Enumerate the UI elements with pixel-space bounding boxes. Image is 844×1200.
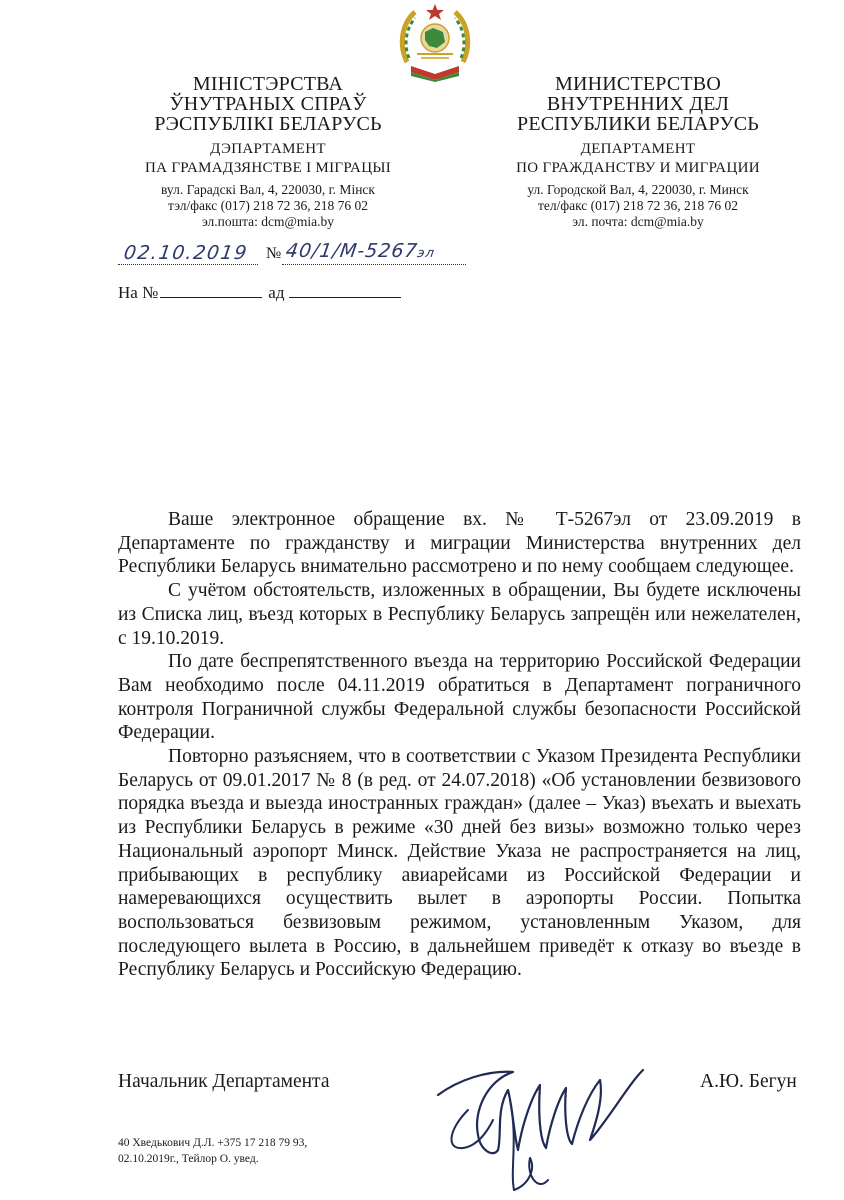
handwritten-signature-icon <box>418 1040 668 1200</box>
number-label: № <box>266 245 282 262</box>
footer-line: 40 Хведькович Д.Л. +375 17 218 79 93, <box>118 1137 308 1149</box>
body-paragraph: Повторно разъясняем, что в соответствии с Указом Президента Республики Беларусь от 09.01.2017 № 8 (в ред. от 24.07.2018) «Об установлении безвизового порядка въезда и выезда иностранных граждан» (далее – Указ) въехать и выехать из Республики Беларусь в режиме «30 дней без визы» возможно только через Национальный аэропорт Минск. Действие Указа не распространяется на лиц, прибывающих в республику авиарейсами из Российской Федерации и намеревающихся осуществить вылет в аэропорты России. Попытка воспользоваться безвизовым режимом, установленным Указом, для последующего вылета в Россию, в дальнейшем приведёт к отказу во въезде в Республику Беларусь и Российскую Федерацию. <box>118 746 801 981</box>
letterhead-belarusian <box>118 74 418 230</box>
reference-date-label: ад <box>268 283 285 302</box>
outgoing-date: 02.10.2019 <box>122 242 250 264</box>
ministry-name-ru: МИНИСТЕРСТВО ВНУТРЕННИХ ДЕЛ РЕСПУБЛИКИ БЕЛАРУСЬ <box>517 73 759 135</box>
executor-footer <box>118 1135 307 1167</box>
belarus-state-emblem-icon <box>395 2 475 82</box>
contact-address-ru: ул. Городской Вал, 4, 220030, г. Минск тел/факс (017) 218 72 36, 218 76 02 эл. почта: dcm@mia.by <box>527 182 749 229</box>
body-paragraph: С учётом обстоятельств, изложенных в обращении, Вы будете исключены из Списка лиц, въезд которых в Республику Беларусь запрещён или нежелателен, с 19.10.2019. <box>118 580 801 649</box>
reference-date-blank <box>289 283 401 298</box>
signatory-name: А.Ю. Бегун <box>700 1071 797 1092</box>
letterhead-russian <box>488 74 788 230</box>
outgoing-number-line <box>118 240 478 270</box>
footer-line: 02.10.2019г., Тейлор О. увед. <box>118 1153 259 1165</box>
reference-number-label: На № <box>118 283 159 302</box>
department-name-ru: ДЕПАРТАМЕНТ ПО ГРАЖДАНСТВУ И МИГРАЦИИ <box>516 141 760 176</box>
number-suffix: эл <box>416 246 436 261</box>
ministry-name-by: МІНІСТЭРСТВА ЎНУТРАНЫХ СПРАЎ РЭСПУБЛІКІ БЕЛАРУСЬ <box>154 73 382 135</box>
contact-address-by: вул. Гарадскі Вал, 4, 220030, г. Мінск тэл/факс (017) 218 72 36, 218 76 02 эл.пошта: dcm@mia.by <box>161 182 375 229</box>
reference-number-blank <box>160 283 262 298</box>
department-name-by: ДЭПАРТАМЕНТ ПА ГРАМАДЗЯНСТВЕ І МІГРАЦЫІ <box>145 141 391 176</box>
date-underline <box>118 264 258 265</box>
body-paragraph: По дате беспрепятственного въезда на территорию Российской Федерации Вам необходимо после 04.11.2019 обратиться в Департамент пограничного контроля Пограничной службы Федеральной службы безопасности Российской Федерации. <box>118 651 801 744</box>
letter-body <box>118 508 801 982</box>
number-underline <box>282 264 466 265</box>
outgoing-number: 40/1/М-5267эл <box>284 240 436 262</box>
signatory-title: Начальник Департамента <box>118 1071 330 1092</box>
body-paragraph: Ваше электронное обращение вх. № Т-5267эл от 23.09.2019 в Департаменте по гражданству и миграции Министерства внутренних дел Республики Беларусь внимательно рассмотрено и по нему сообщаем следующее. <box>118 509 801 578</box>
reference-line <box>118 283 438 303</box>
